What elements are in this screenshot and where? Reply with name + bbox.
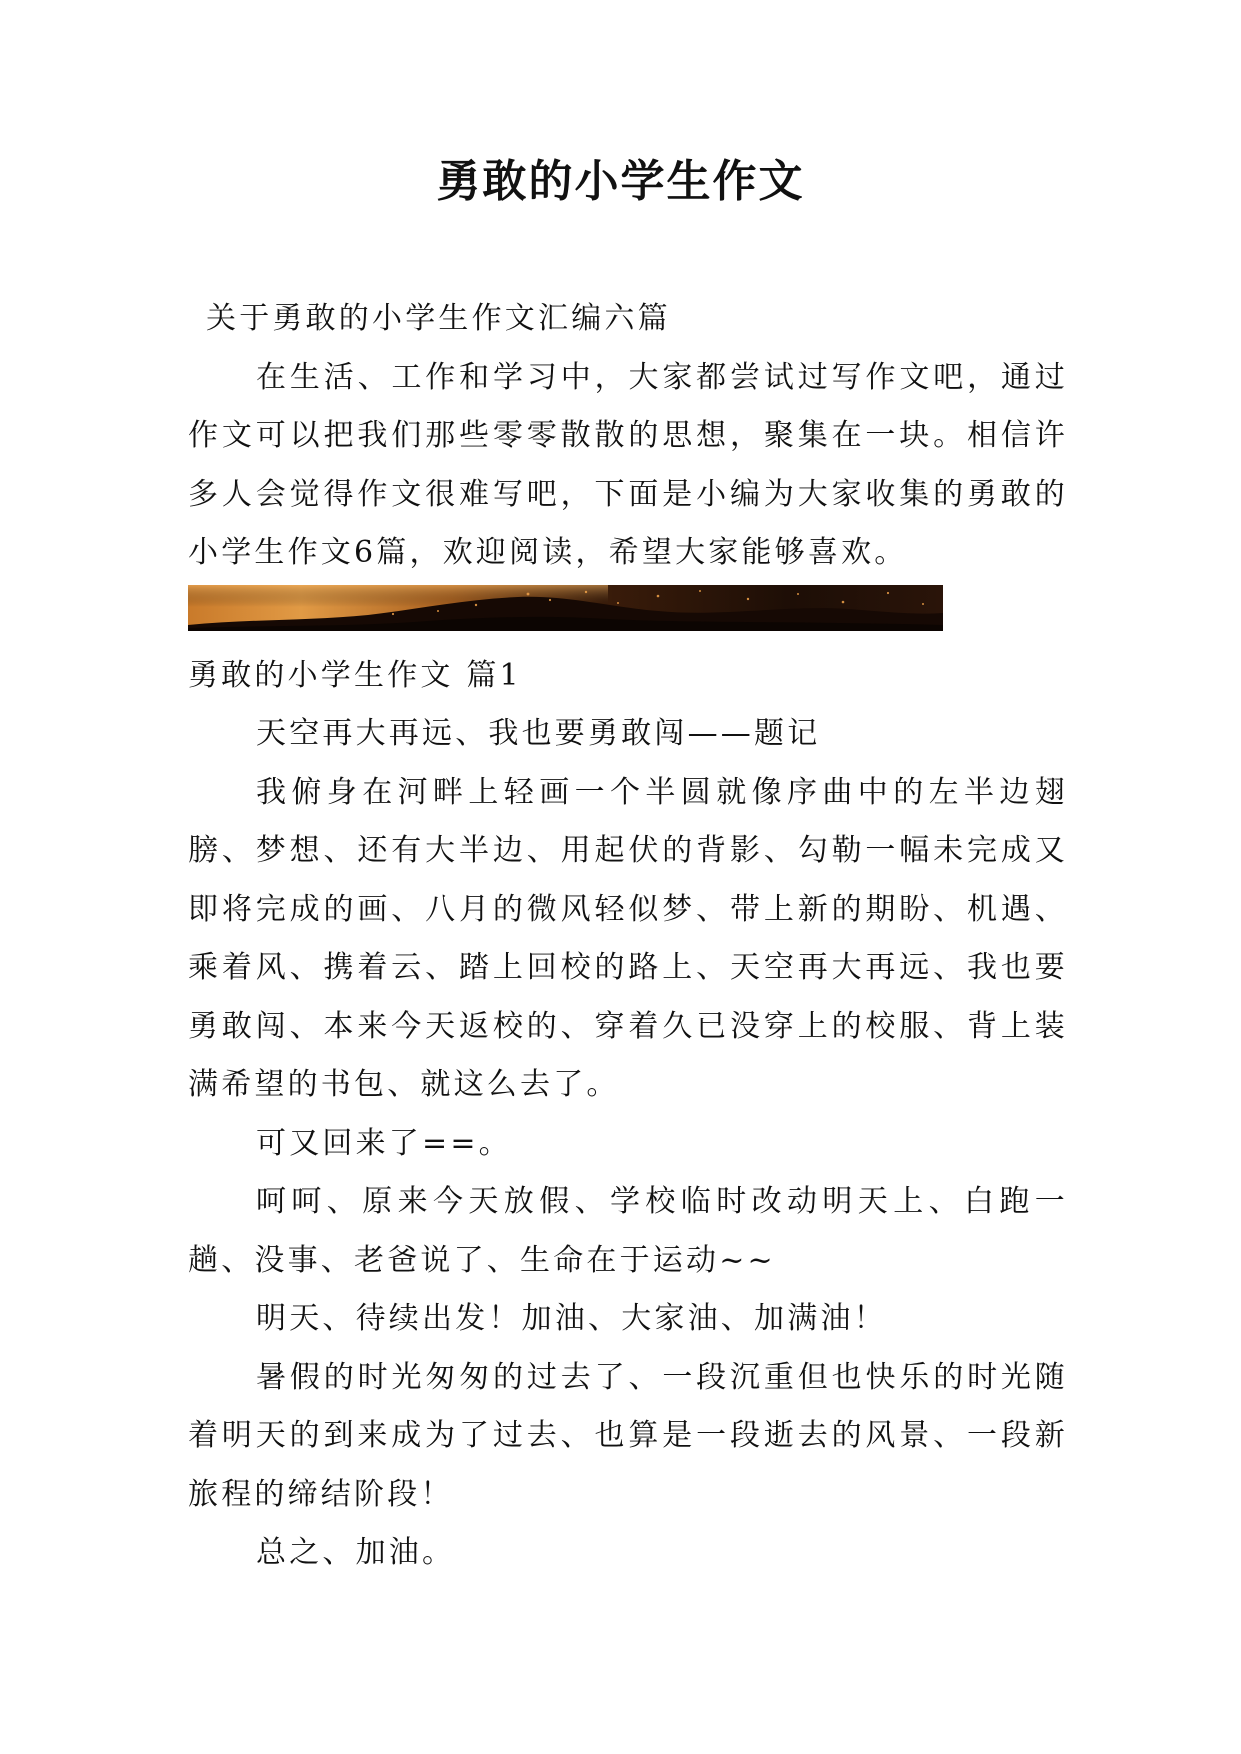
section-heading: 勇敢的小学生作文 篇1 xyxy=(188,657,522,693)
paragraph-2: 我俯身在河畔上轻画一个半圆就像序曲中的左半边翅膀、梦想、还有大半边、用起伏的背影、勾勒一幅未完成又即将完成的画、八月的微风轻似梦、带上新的期盼、机遇、乘着风、携着云、踏上回校的路上、天空再大再远、我也要勇敢闯、本来今天返校的、穿着久已没穿上的校服、背上装满希望的书包、就这么去了。 xyxy=(188,774,1068,1102)
paragraph-3: 可又回来了==。 xyxy=(256,1125,512,1161)
paragraph-5: 明天、待续出发！加油、大家油、加满油！ xyxy=(256,1301,887,1336)
document-body xyxy=(188,290,1068,1583)
paragraph-6: 暑假的时光匆匆的过去了、一段沉重但也快乐的时光随着明天的到来成为了过去、也算是一段逝去的风景、一段新旅程的缔结阶段！ xyxy=(188,1359,1068,1512)
banner-image xyxy=(188,585,943,631)
paragraph-7: 总之、加油。 xyxy=(256,1535,456,1570)
paragraph-4: 呵呵、原来今天放假、学校临时改动明天上、白跑一趟、没事、老爸说了、生命在于运动~~ xyxy=(188,1184,1068,1278)
document-title: 勇敢的小学生作文 xyxy=(436,156,805,207)
paragraph-1: 天空再大再远、我也要勇敢闯——题记 xyxy=(256,716,821,751)
document-subtitle: 关于勇敢的小学生作文汇编六篇 xyxy=(206,301,671,336)
intro-paragraph: 在生活、工作和学习中，大家都尝试过写作文吧，通过作文可以把我们那些零零散散的思想，聚集在一块。相信许多人会觉得作文很难写吧，下面是小编为大家收集的勇敢的小学生作文6篇，欢迎阅读，希望大家能够喜欢。 xyxy=(188,359,1068,570)
